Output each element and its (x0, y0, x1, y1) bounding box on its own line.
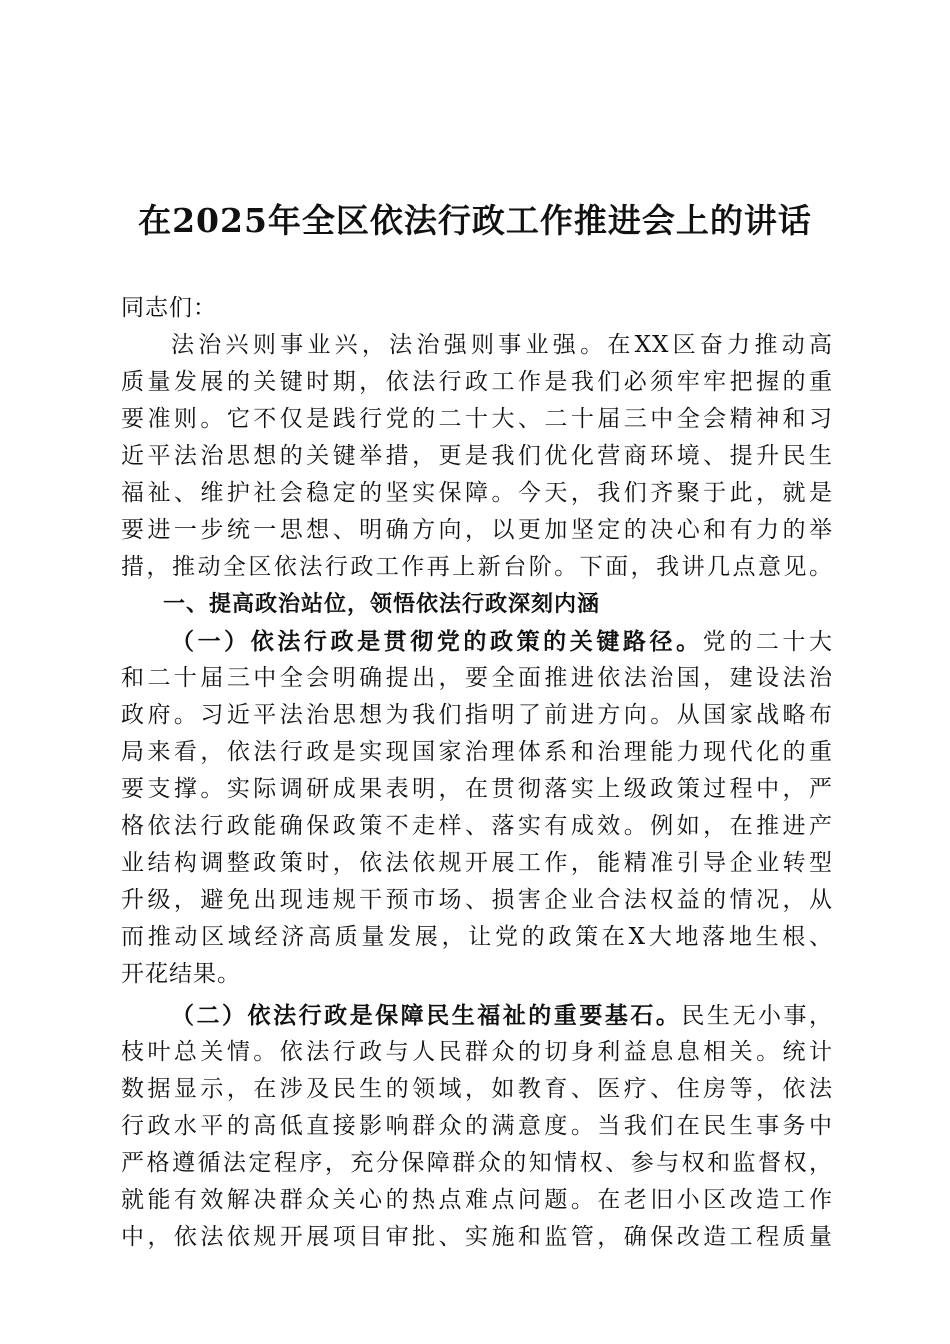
paragraph-line: 数据显示，在涉及民生的领域，如教育、医疗、住房等，依法 (121, 1076, 833, 1102)
subsection-heading: （二）依法行政是保障民生福祉的重要基石。 (171, 1002, 682, 1029)
paragraph-line: 格依法行政能确保政策不走样、落实有成效。例如，在推进产 (121, 813, 833, 839)
paragraph-text: 民生无小事， (681, 1003, 834, 1029)
intro-line: 质量发展的关键时期，依法行政工作是我们必须牢牢把握的重 (121, 369, 833, 395)
paragraph-line (121, 997, 833, 1034)
section-heading: 一、提高政治站位，领悟依法行政深刻内涵 (163, 592, 601, 617)
paragraph-line: 行政水平的高低直接影响群众的满意度。当我们在民生事务中 (121, 1113, 833, 1139)
paragraph-line: 开花结果。 (121, 961, 241, 987)
paragraph-line: 严格遵循法定程序，充分保障群众的知情权、参与权和监督权， (121, 1150, 833, 1176)
paragraph-line: 枝叶总关情。依法行政与人民群众的切身利益息息相关。统计 (121, 1039, 833, 1065)
intro-line: 措，推动全区依法行政工作再上新台阶。下面，我讲几点意见。 (121, 554, 833, 580)
document-body (121, 290, 833, 1256)
intro-line: 福祉、维护社会稳定的坚实保障。今天，我们齐聚于此，就是 (121, 480, 833, 506)
document-title: 在2025年全区依法行政工作推进会上的讲话 (138, 201, 812, 240)
paragraph-line: 升级，避免出现违规干预市场、损害企业合法权益的情况，从 (121, 887, 833, 913)
paragraph-line: 政府。习近平法治思想为我们指明了前进方向。从国家战略布 (121, 702, 833, 728)
paragraph-line: 而推动区域经济高质量发展，让党的政策在X大地落地生根、 (121, 924, 833, 950)
paragraph-line: 就能有效解决群众关心的热点难点问题。在老旧小区改造工作 (121, 1187, 833, 1213)
salutation: 同志们： (121, 295, 217, 321)
paragraph-line: 局来看，依法行政是实现国家治理体系和治理能力现代化的重 (121, 739, 833, 765)
intro-line: 近平法治思想的关键举措，更是我们优化营商环境、提升民生 (121, 443, 833, 469)
paragraph-line: 要支撑。实际调研成果表明，在贯彻落实上级政策过程中，严 (121, 776, 833, 802)
paragraph-text: 党的二十大 (702, 629, 834, 655)
intro-line: 法治兴则事业兴，法治强则事业强。在XX区奋力推动高 (171, 332, 833, 358)
paragraph-line: 中，依法依规开展项目审批、实施和监管，确保改造工程质量 (121, 1224, 833, 1250)
intro-line: 要准则。它不仅是践行党的二十大、二十届三中全会精神和习 (121, 406, 833, 432)
subsection-heading: （一）依法行政是贯彻党的政策的关键路径。 (171, 628, 703, 655)
paragraph-line: 业结构调整政策时，依法依规开展工作，能精准引导企业转型 (121, 850, 833, 876)
paragraph-line (121, 623, 833, 660)
intro-line: 要进一步统一思想、明确方向，以更加坚定的决心和有力的举 (121, 517, 833, 543)
paragraph-line: 和二十届三中全会明确提出，要全面推进依法治国，建设法治 (121, 665, 833, 691)
